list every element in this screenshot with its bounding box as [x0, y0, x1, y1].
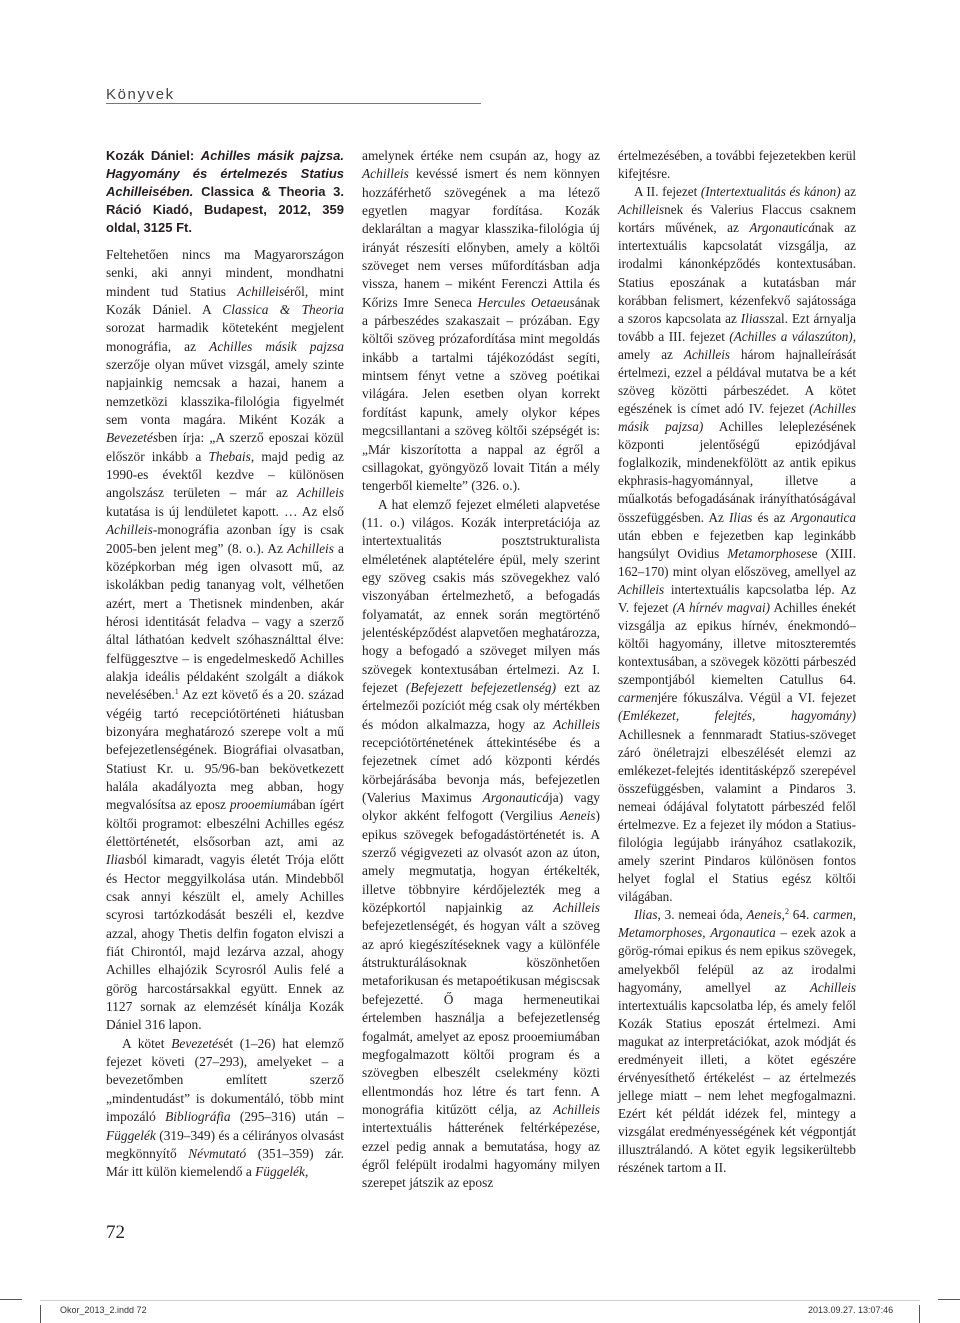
paragraph: A II. fejezet (Intertextualitás és kánon) az Achilleisnek és Valerius Flaccus csaknem kortárs művének, az Argonauticának az intertextuális kapcsolatát vizsgálja, az irodalmi kánonképződés kontextusában. Statius eposzának a kutatásban már korábban felismert, kézenfekvő sajátossága a szoros kapcsolata az Iliasszal. Ezt árnyalja tovább a III. fejezet (Achilles a válaszúton), amely az Achilleis három hajnalleírását értelmezi, ezzel a példával mutatva be a két szöveg közötti párbeszédet. A kötet egészének is címet adó IV. fejezet (Achilles másik pajzsa) Achilles leleplezésének központi jelentőségű epizódjával foglalkozik, mindenekfölött az antik epikus ekphrasis-hagyománnyal, illetve a műalkotás befogadásának irányíthatóságával összefüggésben. Az Ilias és az Argonautica után ebben e fejezetben kap leginkább hangsúlyt Ovidius Metamorphosese (XIII. 162–170) mint olyan előszöveg, amellyel az Achilleis intertextuális kapcsolatba lép. Az V. fejezet (A hírnév magvai) Achilles énekét vizsgálja az epikus hírnév, énekmondó–költői hagyomány, illetve mitoszteremtés kontextusában, a szövegek közötti párbeszéd szempontjából kiemelten Catullus 64. carmenjére fókuszálva. Végül a VI. fejezet (Emlékezet, felejtés, hagyomány) Achillesnek a fennmaradt Statius-szöveget záró önéletrajzi elbeszélését elemzi az emlékezet-felejtés identitásképző szerepével összefüggésben, valamint a Pindaros 3. nemeai ódájával folytatott párbeszéd felől értelmezve. Ez a fejezet ily módon a Statius-filológia legújabb irányához csatlakozik, amely szerint Pindaros különösen fontos helyet foglal el Statius egész költői világában.	[618, 184, 857, 905]
page-number: 72	[106, 1222, 125, 1243]
crop-mark	[938, 1299, 960, 1300]
paragraph: Ilias, 3. nemeai óda, Aeneis,$^2$ 64. carmen, Metamorphoses, Argonautica – ezek azok a görög-római epikus és nem epikus szövegek, amelyekből felépül az az irodalmi hagyomány, amellyel az Achilleis intertextuális kapcsolatba lép, és amely felől Kozák Statius eposzát értelmezi. Ami magukat az interpretációkat, azok módját és eredményeit illeti, a kötet egészére érvényesíthető értékelést – az értelmezés jellege miatt – nem lehet megfogalmazni. Ezért két példát idézek fel, mintegy a vizsgálat eredményességének két végpontját illusztrálandó. A kötet egyik legsikerültebb részének tartom a II.	[618, 907, 856, 1176]
slug-filename: Okor_2013_2.indd 72	[60, 1305, 147, 1315]
paragraph: amelynek értéke nem csupán az, hogy az Achilleis kevéssé ismert és nem könnyen hozzáférhető szövegének a ma létező egyetlen magyar fordítása. Kozák deklaráltan a magyar klasszika-filológia új irányát részesíti előnyben, amely a költői szöveget nem verses műfordításban adja vissza, hanem – miként Ferenczi Attila és Kőrizs Imre Seneca Hercules Oetaeusának a párbeszédes szakaszait – prózában. Egy költői szöveg prózafordítása mint megoldás inkább a tartalmi tájékozódást segíti, mintsem fényt vetne a szöveg poétikai világára. Jelen esetben olyan korrekt fordítást kapunk, amely olykor képes megcsillantani a szöveg költői szépségét is: „Már kiszorította a nappal az égről a csillagokat, gyöngyöző lovait Titán a mély tengerből kiemelte” (326. o.).	[362, 148, 600, 494]
crop-mark	[0, 1299, 22, 1300]
text-column-1	[106, 147, 344, 1182]
paragraph: Feltehetően nincs ma Magyarországon senki, aki annyi mindent, mondhatni mindent tud Statius Achilleiséről, mint Kozák Dániel. A Classica & Theoria sorozat harmadik köteteként megjelent monográfia, az Achilles másik pajzsa szerzője olyan művet vizsgál, amely szinte napjainkig nemcsak a hazai, hanem a nemzetközi klasszika-filológia figyelmét sem vonta magára. Miként Kozák a Bevezetésben írja: „A szerző eposzai közül először inkább a Thebais, majd pedig az 1990-es évektől kezdve – különösen angolszász területen – már az Achilleis kutatása is új lendületet kapott. … Az első Achilleis-monográfia azonban így is csak 2005-ben jelent meg” (8. o.). Az Achilleis a középkorban még igen olvasott mű, az iskolákban pedig tananyag volt, vélhetően azért, mert a Thetisnek mindenben, akár hérosi identitását feladva – vagy a szerző által láthatóan kedvelt szóhasználttal élve: felfüggesztve – is engedelmeskedő Achilles alakja ideális példaként szolgált a diákok nevelésében.$^1$ Az ezt követő és a 20. század végéig tartó recepciótörténeti hiátusban bizonyára meghatározó szerepe volt a mű befejezetlenségének. Biográfiai olvasatban, Statiust Kr. u. 95/96-ban bekövetkezett halála akadályozta meg abban, hogy megvalósítsa az eposz prooemiumában ígért költői programot: elbeszélni Achilles egész élettörténetét, elsősorban azt, ami az Iliasból kimaradt, vagyis életét Trója előtt és Hector meggyilkolása után. Mindebből csak annyi készült el, amely Achilles scyrosi tartózkodását beszéli el, kezdve azzal, ahogy Thetis delfin fogaton elviszi a fiát Chirontól, majd lezárva azzal, ahogy Achilles elhajózik Scyrosról Aulis felé a görög harcostársakkal együtt. Ennek az 1127 sornak az elemzését kínálja Kozák Dániel 316 lapon.	[106, 247, 344, 1033]
slug-rule	[40, 1300, 920, 1301]
crop-mark	[919, 1305, 920, 1323]
section-header: Könyvek	[106, 86, 175, 103]
paragraph: A hat elemző fejezet elméleti alapvetése (11. o.) világos. Kozák interpretációja az intertextualitás posztstrukturalista elméletének alaptételére épül, mely szerint egy szöveg csakis más szövegekhez való viszonyában értelmezhető, a befogadás folyamatát, az ennek során megtörténő jelentésképződést alapvetően meghatározza, hogy a befogadó a szöveget milyen más szövegek kontextusában értelmezi. Az I. fejezet (Befejezett befejezetlenség) ezt az értelmezői pozíciót még csak oly mértékben és módon alkalmazza, hogy az Achilleis recepciótörténetének áttekintésébe és a fejezetnek címet adó központi kérdés körbejárásába bevonja más, befejezetlen (Valerius Maximus Argonauticája) vagy olykor akként felfogott (Vergilius Aeneis) epikus szövegek befogadástörténetét is. A szerző végigvezeti az olvasót azon az úton, amely megmutatja, hogyan értékelték, illetve többnyire kérdőjelezték meg a középkortól napjainkig az Achilleis befejezetlenségét, és hogyan vált a szöveg az apró kiegészítéseknek vagy a különféle átstrukturálásoknak köszönhetően metaforikusan és metapoétikusan mégiscsak befejezetté. Ő maga hermeneutikai értelemben használja a befejezetlenség fogalmát, amelyet az eposz prooemiumában megfogalmazott költői program és a szövegben elbeszélt cselekmény közti ellentmondás hoz létre és tart fenn. A monográfia kitűzött célja, az Achilleis intertextuális hátterének feltérképezése, ezzel pedig annak a bemutatása, hogy az égről felépült irodalmi hagyomány milyen szerepet játszik az eposz	[362, 496, 601, 1191]
paragraph: A kötet Bevezetését (1–26) hat elemző fejezet követi (27–293), amelyeket – a bevezetőmben említett szerző „mindentudást” is dokumentáló, több mint impozáló Bibliográfia (295–316) után – Függelék (319–349) és a célirányos olvasást megkönnyítő Névmutató (351–359) zár. Már itt külön kiemelendő a Függelék,	[106, 1035, 345, 1180]
text-column-3	[618, 147, 856, 1177]
footnote-ref: 2	[784, 907, 789, 917]
slug-timestamp: 2013.09.27. 13:07:46	[808, 1305, 894, 1315]
footnote-ref: 1	[174, 687, 179, 697]
text-column-2	[362, 147, 600, 1193]
paragraph: értelmezésében, a további fejezetekben kerül kifejtésre.	[618, 148, 856, 182]
header-rule	[106, 103, 481, 104]
book-citation: Kozák Dániel: Achilles másik pajzsa. Hagyomány és értelmezés Statius Achilleisében. Classica & Theoria 3. Ráció Kiadó, Budapest, 2012, 359 oldal, 3125 Ft.	[106, 148, 344, 235]
crop-mark	[40, 1305, 41, 1323]
